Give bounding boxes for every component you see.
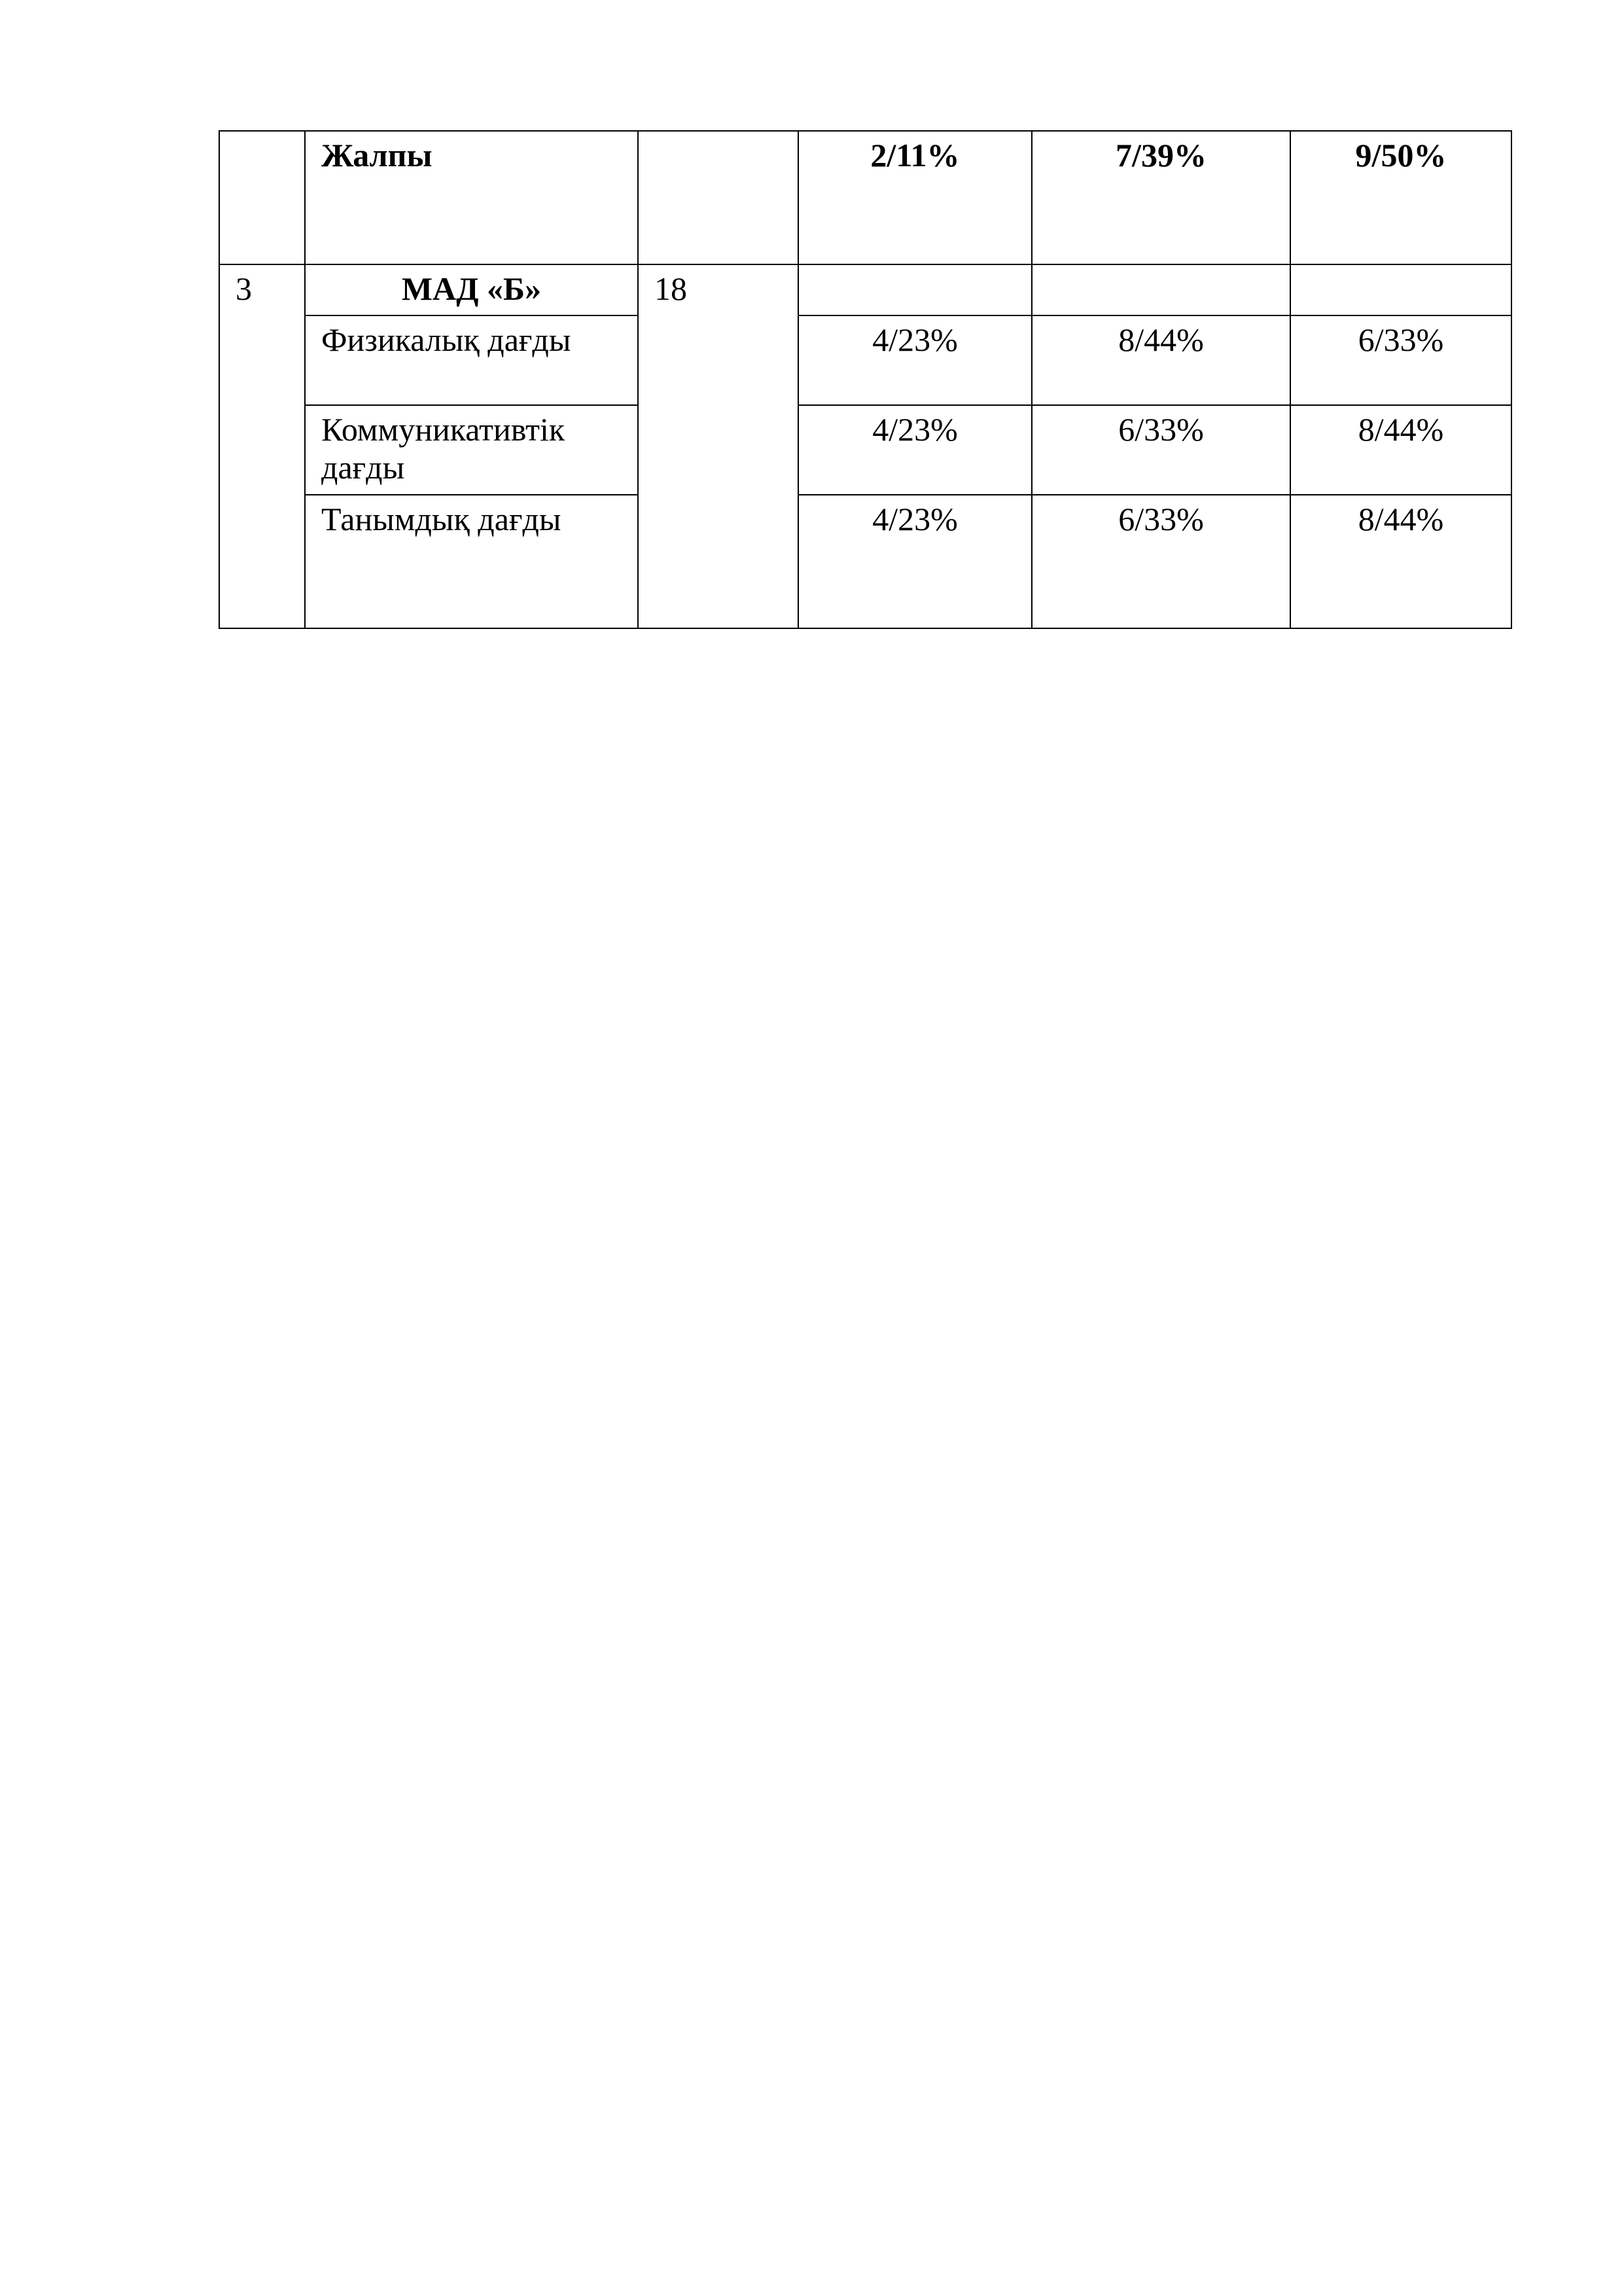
skill-label-cell: Танымдық дағды xyxy=(305,495,638,628)
group-label-cell: МАД «Б» xyxy=(305,264,638,315)
group-value-1-cell xyxy=(798,264,1032,315)
group-count-cell: 18 xyxy=(638,264,798,628)
group-value-2-cell xyxy=(1032,264,1290,315)
table-row-skill xyxy=(219,495,1511,628)
skill-value-3-cell: 8/44% xyxy=(1290,495,1511,628)
group-value-3-cell xyxy=(1290,264,1511,315)
table-row-skill xyxy=(219,405,1511,495)
skill-value-3-cell: 8/44% xyxy=(1290,405,1511,495)
skill-value-2-cell: 8/44% xyxy=(1032,315,1290,405)
skill-value-1-cell: 4/23% xyxy=(798,405,1032,495)
skill-label-cell: Физикалық дағды xyxy=(305,315,638,405)
skill-value-2-cell: 6/33% xyxy=(1032,405,1290,495)
total-value-3-cell: 9/50% xyxy=(1290,131,1511,264)
total-count-cell xyxy=(638,131,798,264)
skill-value-1-cell: 4/23% xyxy=(798,495,1032,628)
total-number-cell xyxy=(219,131,305,264)
total-label-cell: Жалпы xyxy=(305,131,638,264)
table-row-total xyxy=(219,131,1511,264)
total-value-2-cell: 7/39% xyxy=(1032,131,1290,264)
total-value-1-cell: 2/11% xyxy=(798,131,1032,264)
group-number-cell: 3 xyxy=(219,264,305,628)
skill-value-3-cell: 6/33% xyxy=(1290,315,1511,405)
skill-value-1-cell: 4/23% xyxy=(798,315,1032,405)
results-table xyxy=(219,130,1512,629)
skill-value-2-cell: 6/33% xyxy=(1032,495,1290,628)
table-row-skill xyxy=(219,315,1511,405)
skill-label-cell: Коммуникативтік дағды xyxy=(305,405,638,495)
table-row-group xyxy=(219,264,1511,315)
